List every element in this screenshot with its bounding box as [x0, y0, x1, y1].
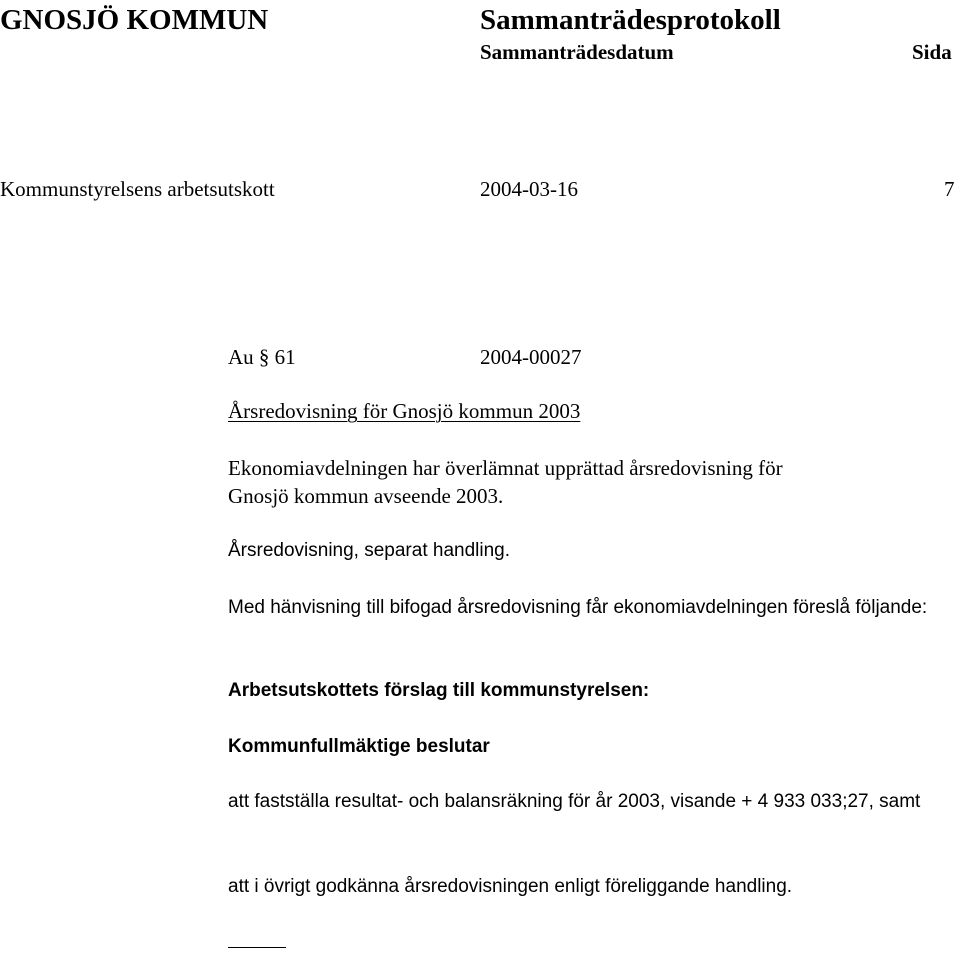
page-number: 7 — [944, 177, 955, 201]
body-name: Kommunstyrelsens arbetsutskott — [0, 177, 275, 201]
paragraph-reference: Au § 61 — [228, 345, 296, 369]
meeting-date-label: Sammanträdesdatum — [480, 40, 674, 64]
decision-item: att fastställa resultat- och balansräkning för år 2003, visande + 4 933 033;27, samt — [228, 791, 921, 812]
decision-heading: Kommunfullmäktige beslutar — [228, 736, 490, 757]
item-title: Årsredovisning för Gnosjö kommun 2003 — [228, 399, 581, 423]
organization-name: GNOSJÖ KOMMUN — [0, 4, 269, 36]
decision-item: att i övrigt godkänna årsredovisningen enligt föreliggande handling. — [228, 876, 793, 897]
paragraph-handover: Ekonomiavdelningen har överlämnat upprättad årsredovisning för Gnosjö kommun avseende 2003. — [228, 456, 783, 508]
meeting-date: 2004-03-16 — [480, 177, 578, 201]
document-type: Sammanträdesprotokoll — [480, 4, 781, 36]
page-label: Sida — [912, 40, 952, 64]
paragraph-reference-text: Med hänvisning till bifogad årsredovisning får ekonomiavdelningen föreslå följande: — [228, 597, 928, 618]
proposal-heading: Arbetsutskottets förslag till kommunstyrelsen: — [228, 680, 650, 701]
case-number: 2004-00027 — [480, 345, 582, 369]
paragraph-attachment: Årsredovisning, separat handling. — [228, 540, 511, 561]
end-rule — [228, 947, 286, 948]
